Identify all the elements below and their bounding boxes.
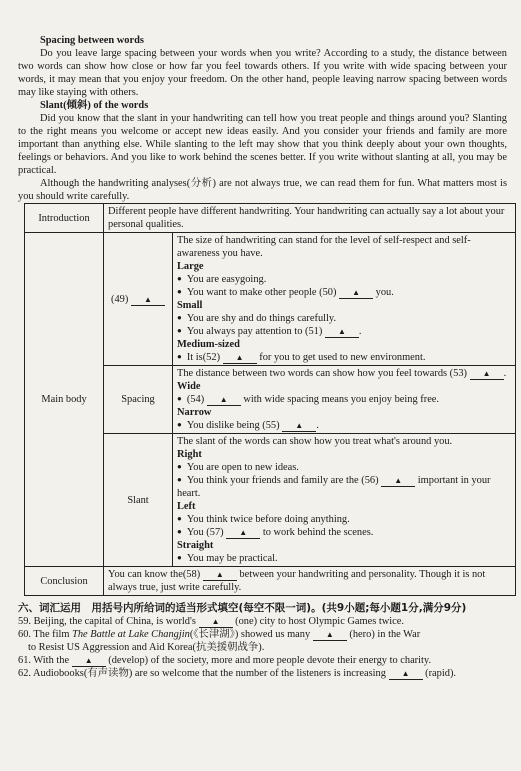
answer-blank-60[interactable]: ▲ bbox=[313, 630, 347, 641]
table-row bbox=[25, 567, 516, 596]
right-label: Right bbox=[177, 449, 202, 460]
intro-text: Different people have different handwriting. Your handwriting can actually say a lot about your personal qualities. bbox=[104, 204, 516, 233]
answer-blank-53[interactable]: ▲ bbox=[470, 369, 504, 380]
list-item: ● You are shy and do things carefully. bbox=[177, 312, 511, 325]
question-60: 60. The film The Battle at Lake Changjin(《长津湖》) showed us many ▲ (hero) in the War bbox=[18, 629, 421, 641]
slant-label: Slant bbox=[104, 434, 173, 567]
question-60-continued: to Resist US Aggression and Aid Korea(抗美援朝战争). bbox=[28, 642, 265, 654]
intro-label: Introduction bbox=[25, 204, 104, 233]
slant-paragraph: Did you know that the slant in your handwriting can tell how you treat people and things around you? Slanting to the right means you welcome or accept new ideas easily. And you consider your friends and family are more important than anything else. While slanting to the left may show that you think deeply about your own thoughts, feelings or behaviors. And you like to work behind the scenes better. If you write without slanting at all, you may be practical. bbox=[18, 113, 507, 176]
question-61: 61. With the ▲ (develop) of the society, more and more people devote their energy to charity. bbox=[18, 655, 432, 667]
list-item: ● You (57) ▲ to work behind the scenes. bbox=[177, 526, 511, 539]
answer-blank-55[interactable]: ▲ bbox=[282, 421, 316, 432]
spacing-label: Spacing bbox=[104, 366, 173, 434]
size-intro: The size of handwriting can stand for the level of self-respect and self-awareness you have. bbox=[177, 235, 471, 259]
film-title: The Battle at Lake Changjin bbox=[72, 629, 190, 641]
list-item: ● You dislike being (55) ▲ . bbox=[177, 419, 511, 432]
slant-intro: The slant of the words can show how you treat what's around you. bbox=[177, 436, 453, 447]
table-row bbox=[25, 204, 516, 233]
answer-blank-54[interactable]: ▲ bbox=[207, 395, 241, 406]
answer-blank-59[interactable]: ▲ bbox=[199, 617, 233, 628]
spacing-heading: Spacing between words bbox=[40, 35, 144, 46]
straight-label: Straight bbox=[177, 540, 214, 551]
list-item: ● You always pay attention to (51) ▲ . bbox=[177, 325, 511, 338]
answer-blank-52[interactable]: ▲ bbox=[223, 353, 257, 364]
table-row bbox=[25, 233, 516, 366]
size-label-cell bbox=[104, 233, 173, 366]
size-detail bbox=[173, 233, 516, 366]
answer-blank-51[interactable]: ▲ bbox=[325, 327, 359, 338]
wide-label: Wide bbox=[177, 381, 201, 392]
question-62: 62. Audiobooks(有声读物) are so welcome that the number of the listeners is increasing ▲ (rapid). bbox=[18, 668, 457, 680]
large-label: Large bbox=[177, 261, 204, 272]
spacing-intro: The distance between two words can show how you feel towards (53) ▲ . bbox=[177, 368, 507, 379]
list-item: ● You are easygoing. bbox=[177, 273, 511, 286]
closing-paragraph: Although the handwriting analyses(分析) are not always true, we can read them for fun. What matters most is you should write carefully. bbox=[18, 178, 507, 202]
answer-blank-61[interactable]: ▲ bbox=[72, 656, 106, 667]
q49-label: (49) bbox=[111, 293, 129, 305]
list-item: ● You may be practical. bbox=[177, 552, 511, 565]
list-item: ● You are open to new ideas. bbox=[177, 461, 511, 474]
answer-blank-56[interactable]: ▲ bbox=[381, 476, 415, 487]
answer-blank-50[interactable]: ▲ bbox=[339, 288, 373, 299]
small-label: Small bbox=[177, 300, 203, 311]
answer-blank-49[interactable]: ▲ bbox=[131, 295, 165, 306]
conclusion-label: Conclusion bbox=[25, 567, 104, 596]
exercise-title: 六、词汇运用 用括号内所给词的适当形式填空(每空不限一词)。(共9小题;每小题1分,满分9分) bbox=[18, 602, 467, 614]
answer-blank-62[interactable]: ▲ bbox=[389, 669, 423, 680]
conclusion-text: You can know the(58) ▲ between your handwriting and personality. Though it is not always true, just write carefully. bbox=[104, 567, 516, 596]
answer-blank-57[interactable]: ▲ bbox=[226, 528, 260, 539]
list-item: ● You want to make other people (50) ▲ you. bbox=[177, 286, 511, 299]
slant-detail bbox=[173, 434, 516, 567]
question-59: 59. Beijing, the capital of China, is world's ▲ (one) city to host Olympic Games twice. bbox=[18, 616, 404, 628]
spacing-paragraph: Do you leave large spacing between your words when you write? According to a study, the distance between two words can show how close or how far you feel towards others. If you write with wide spacing between your words, it may mean that you enjoy your freedom. On the other hand, people leaving narrow spacing between words may like staying with others. bbox=[18, 48, 507, 98]
narrow-label: Narrow bbox=[177, 407, 212, 418]
answer-blank-58[interactable]: ▲ bbox=[203, 570, 237, 581]
summary-table bbox=[24, 203, 516, 596]
list-item: ● It is(52) ▲ for you to get used to new environment. bbox=[177, 351, 511, 364]
left-label: Left bbox=[177, 501, 196, 512]
spacing-detail bbox=[173, 366, 516, 434]
list-item: ● You think twice before doing anything. bbox=[177, 513, 511, 526]
slant-heading: Slant(倾斜) of the words bbox=[40, 100, 149, 111]
list-item: ● You think your friends and family are the (56) ▲ important in your heart. bbox=[177, 474, 511, 500]
medium-label: Medium-sized bbox=[177, 339, 240, 350]
list-item: ● (54) ▲ with wide spacing means you enjoy being free. bbox=[177, 393, 511, 406]
main-body-label: Main body bbox=[25, 233, 104, 567]
